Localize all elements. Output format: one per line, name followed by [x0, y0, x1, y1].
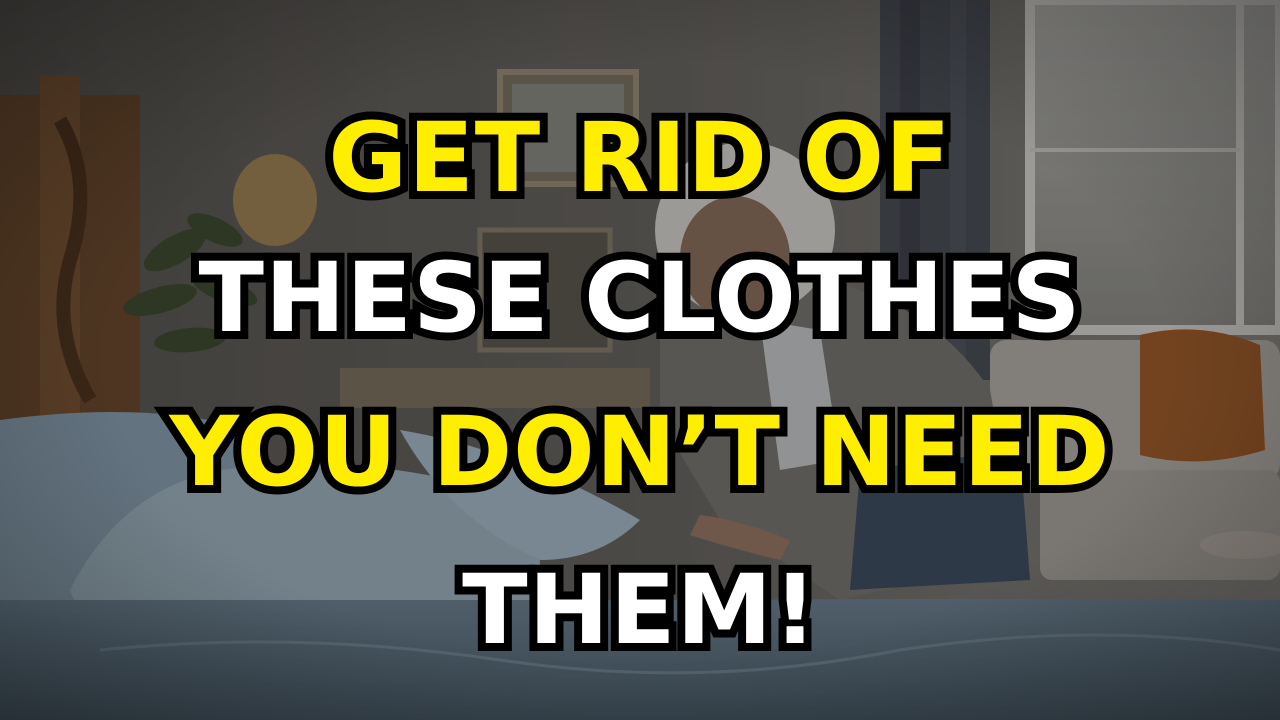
headline-line-4: THEM! [462, 554, 818, 666]
headline-line-3: YOU DON’T NEED [169, 396, 1111, 508]
headline-line-2: THESE CLOTHES [198, 242, 1082, 354]
headline-line-1: GET RID OF [328, 102, 952, 214]
